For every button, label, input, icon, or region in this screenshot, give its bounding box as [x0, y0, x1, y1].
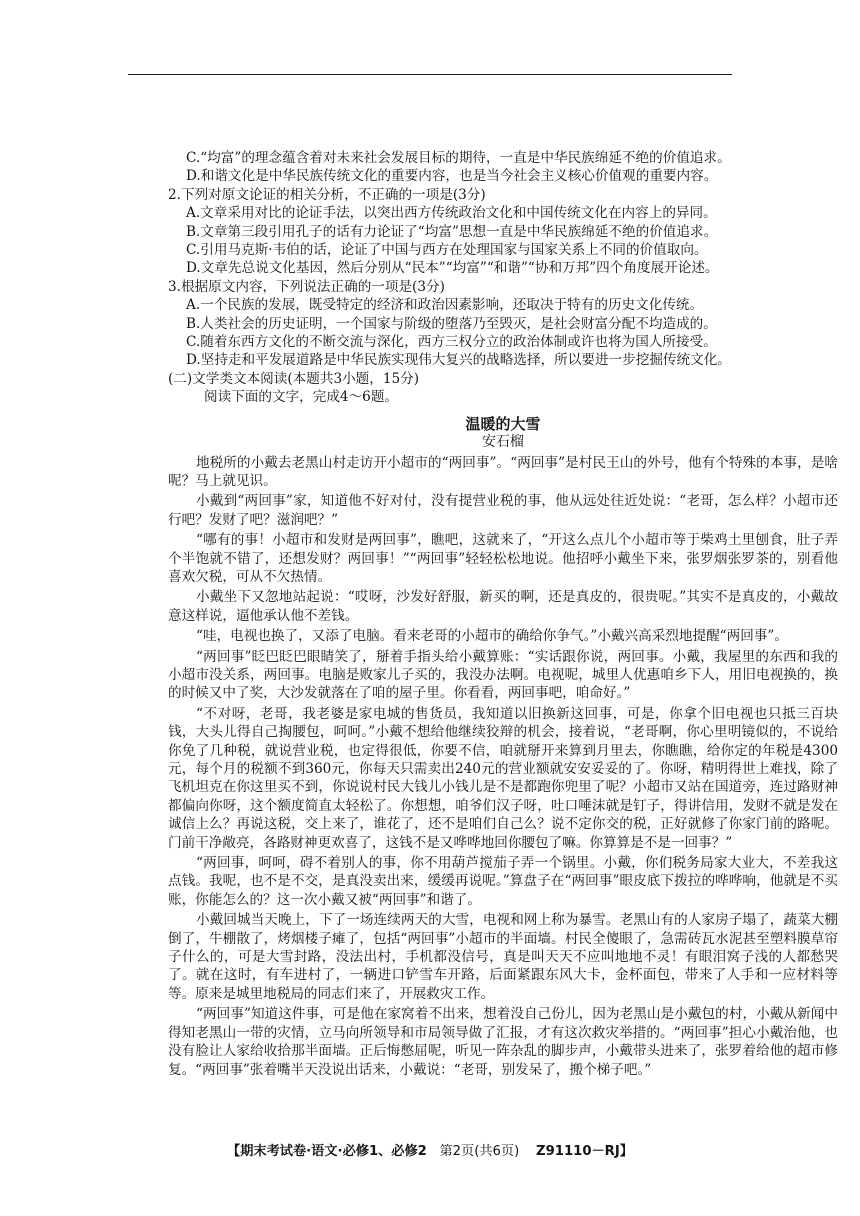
q2-option-a: A.文章采用对比的论证手法，以突出西方传统政治文化和中国传统文化在内容上的异同。 — [186, 205, 717, 222]
q1-option-c: C.“均富”的理念蕴含着对未来社会发展目标的期待，一直是中华民族绵延不绝的价值追求。 — [186, 150, 731, 166]
footer-code: Z91110－RJ】 — [536, 1144, 633, 1159]
q2-stem: 2.下列对原文论证的相关分析，不正确的一项是(3分) — [168, 186, 486, 203]
story-paragraph: 小戴回城当天晚上，下了一场连续两天的大雪，电视和网上称为暴雪。老黑山有的人家房子塌了，蔬菜大棚倒了，牛棚散了，烤烟楼子瘫了，包括“两回事”小超市的半面墙。村民全傻眼了，急需砖瓦水泥甚至塑料膜草帘子什么的，可是大雪封路，没法出村，手机都没信号，真是叫天天不应叫地地不灵！有眼泪窝子浅的人都愁哭了。就在这时，有车进村了，一辆进口铲雪车开路，后面紧跟东风大卡，金杯面包，带来了人手和一应材料等等。原来是城里地税局的同志们来了，开展救灾工作。 — [168, 912, 838, 1002]
story-title: 温暖的大雪 — [465, 414, 541, 433]
section-heading: (二)文学类文本阅读(本题共3小题，15分) — [168, 370, 420, 387]
story-paragraph: 地税所的小戴去老黑山村走访开小超市的“两回事”。“两回事”是村民王山的外号，他有个特殊的本事，是啥呢？马上就见识。 — [168, 454, 838, 489]
story-paragraph: 小戴坐下又忽地站起说：“哎呀，沙发好舒服，新买的啊，还是真皮的，很贵呢。”其实不是真皮的，小戴故意这样说，逼他承认他不差钱。 — [168, 589, 838, 624]
story-paragraph: “哇，电视也换了，又添了电脑。看来老哥的小超市的确给你争气。”小戴兴高采烈地提醒“两回事”。 — [196, 628, 788, 645]
footer-exam-title: 【期末考试卷·语文·必修1、必修2 — [227, 1144, 427, 1159]
story-paragraph: “两回事，呵呵，碍不着别人的事，你不用葫芦搅茄子弄一个锅里。小戴，你们税务局家大业大，不差我这点钱。我呢，也不是不交，是真没卖出来，缓缓再说呢。”算盘子在“两回事”眼皮底下拨拉的哗哗响，他就是不买账，你能怎么的？这一次小戴又被“两回事”和谐了。 — [168, 855, 838, 908]
q3-option-c: C.随着东西方文化的不断交流与深化，西方三权分立的政治体制或许也将为国人所接受。 — [186, 334, 717, 351]
q2-option-b: B.文章第三段引用孔子的话有力论证了“均富”思想一直是中华民族绵延不绝的价值追求。 — [186, 223, 718, 240]
exam-page — [168, 149, 838, 1079]
footer-page-number: 第2页(共6页) — [439, 1144, 520, 1159]
q3-option-d: D.坚持走和平发展道路是中华民族实现伟大复兴的战略选择，所以要进一步挖掘传统文化。 — [186, 352, 731, 369]
q1-option-d: D.和谐文化是中华民族传统文化的重要内容，也是当今社会主义核心价值观的重要内容。 — [186, 168, 718, 185]
story-author: 安石榴 — [482, 434, 524, 451]
story-paragraph: “哪有的事！小超市和发财是两回事”，瞧吧，这就来了，“开这么点儿个小超市等于柴鸡土里刨食，肚子弄个半饱就不错了，还想发财？两回事！”“两回事”轻轻松松地说。他招呼小戴坐下来，张罗烟张罗茶的，别看他喜欢欠税，可从不欠热情。 — [168, 532, 838, 585]
q2-option-d: D.文章先总说文化基因，然后分别从“民本”“均富”“和谐”“协和万邦”四个角度展开论述。 — [186, 260, 719, 277]
story-paragraph: “两回事”眨巴眨巴眼睛笑了，掰着手指头给小戴算账：“实话跟你说，两回事。小戴，我屋里的东西和我的小超市没关系，两回事。电脑是败家儿子买的，我没办法啊。电视呢，城里人优惠咱乡下人，用旧电视换的，换的时候又中了奖，大沙发就落在了咱的屋子里。你看看，两回事吧，咱命好。” — [168, 648, 838, 702]
story-paragraph: “不对呀，老哥，我老婆是家电城的售货员，我知道以旧换新这回事，可是，你拿个旧电视也只抵三百块钱，大头儿得自己掏腰包，呵呵。”小戴不想给他继续狡辩的机会，接着说，“老哥啊，你心里明镜似的，不说给你免了几种税，就说营业税，也定得很低，你要不信，咱就掰开来算到月里去，你瞧瞧，给你定的年税是4300元，每个月的税额不到360元，你每天只需卖出240元的营业额就安安妥妥的了。你呀，精明得世上难找，除了飞机坦克在你这里买不到，你说说村民大钱儿小钱儿是不是都跑你兜里了呢？小超市又站在国道旁，连过路财神都偏向你呀，这个额度简直太轻松了。你想想，咱爷们汉子呀，吐口唾沫就是钉子，得讲信用，发财不就是发在诚信上么？再说这税，交上来了，谁花了，还不是咱们自己么？说不定你交的税，正好就修了你家门前的路呢。门前干净敞亮，各路财神更欢喜了，这钱不是又哗哗地回你腰包了嘛。你算算是不是一回事？” — [168, 705, 838, 851]
section-instruction: 阅读下面的文字，完成4～6题。 — [204, 389, 399, 406]
story-paragraph: 小戴到“两回事”家，知道他不好对付，没有提营业税的事，他从远处往近处说：“老哥，怎么样？小超市还行吧？发财了吧？滋润吧？” — [168, 493, 838, 528]
q3-option-b: B.人类社会的历史证明，一个国家与阶级的堕落乃至毁灭，是社会财富分配不均造成的。 — [186, 315, 717, 332]
story-paragraph: “两回事”知道这件事，可是他在家窝着不出来，想着没自己份儿，因为老黑山是小戴包的村，小戴从新闻中得知老黑山一带的灾情，立马向所领导和市局领导做了汇报，才有这次救灾举措的。“两回事”担心小戴治他，也没有脸让人家给收拾那半面墙。正后悔憋屈呢，听见一阵杂乱的脚步声，小戴带头进来了，张罗着给他的超市修复。“两回事”张着嘴半天没说出话来，小戴说：“老哥，别发呆了，搬个梯子吧。” — [168, 1006, 838, 1078]
q3-stem: 3.根据原文内容，下列说法正确的一项是(3分) — [168, 278, 445, 295]
q3-option-a: A.一个民族的发展，既受特定的经济和政治因素影响，还取决于特有的历史文化传统。 — [186, 297, 704, 314]
page-footer — [0, 1140, 860, 1159]
top-rule — [128, 74, 732, 75]
q2-option-c: C.引用马克斯·韦伯的话，论证了中国与西方在处理国家与国家关系上不同的价值取向。 — [186, 242, 708, 259]
